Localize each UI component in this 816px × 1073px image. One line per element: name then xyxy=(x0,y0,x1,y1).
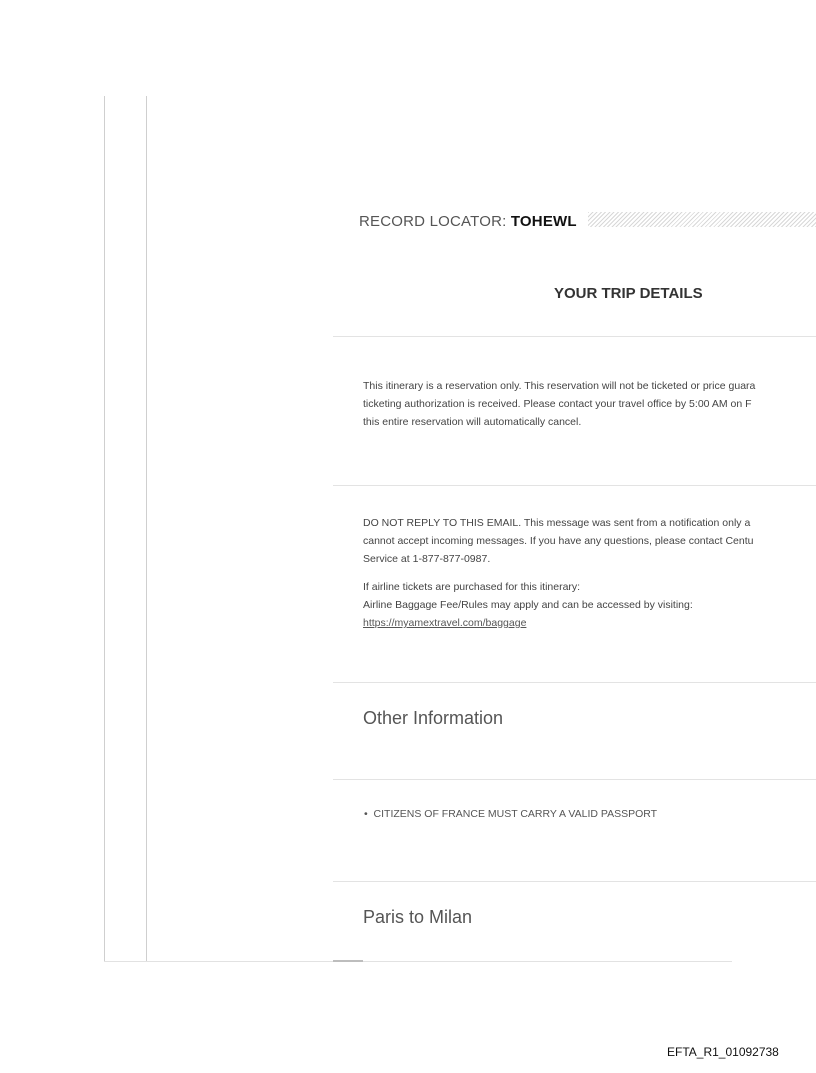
notice-line: This itinerary is a reservation only. This reservation will not be ticketed or price guara xyxy=(363,380,756,392)
list-item xyxy=(364,808,657,820)
record-locator-code: TOHEWL xyxy=(510,213,577,230)
document-id: EFTA_R1_01092738 xyxy=(667,1045,779,1059)
baggage-link[interactable]: https://myamextravel.com/baggage xyxy=(363,617,527,629)
left-border xyxy=(104,96,105,962)
bottom-border xyxy=(104,961,732,962)
section-divider xyxy=(333,881,816,882)
notice-line: this entire reservation will automatically cancel. xyxy=(363,416,582,428)
section-divider xyxy=(333,779,816,780)
no-reply-notice xyxy=(363,514,753,632)
noreply-line: DO NOT REPLY TO THIS EMAIL. This message was sent from a notification only a xyxy=(363,517,751,529)
other-information-heading: Other Information xyxy=(363,708,504,728)
section-divider xyxy=(333,336,816,337)
notice-line: ticketing authorization is received. Please contact your travel office by 5:00 AM on F xyxy=(363,398,752,410)
bottom-border-accent xyxy=(333,960,363,962)
record-locator xyxy=(359,213,577,230)
baggage-line: Airline Baggage Fee/Rules may apply and can be accessed by visiting: xyxy=(363,599,693,611)
reservation-notice xyxy=(363,377,755,431)
noreply-line: cannot accept incoming messages. If you have any questions, please contact Centu xyxy=(363,535,754,547)
section-divider xyxy=(333,682,816,683)
record-locator-label: RECORD LOCATOR: xyxy=(359,213,511,230)
trip-details-heading: YOUR TRIP DETAILS xyxy=(554,285,703,302)
hatched-divider xyxy=(588,212,816,227)
list-item-text: CITIZENS OF FRANCE MUST CARRY A VALID PASSPORT xyxy=(373,808,658,820)
tickets-line: If airline tickets are purchased for this itinerary: xyxy=(363,581,581,593)
bullet-icon: • xyxy=(364,808,368,820)
segment-heading: Paris to Milan xyxy=(363,907,473,927)
section-divider xyxy=(333,485,816,486)
noreply-line: Service at 1-877-877-0987. xyxy=(363,553,491,565)
inner-left-border xyxy=(146,96,147,962)
